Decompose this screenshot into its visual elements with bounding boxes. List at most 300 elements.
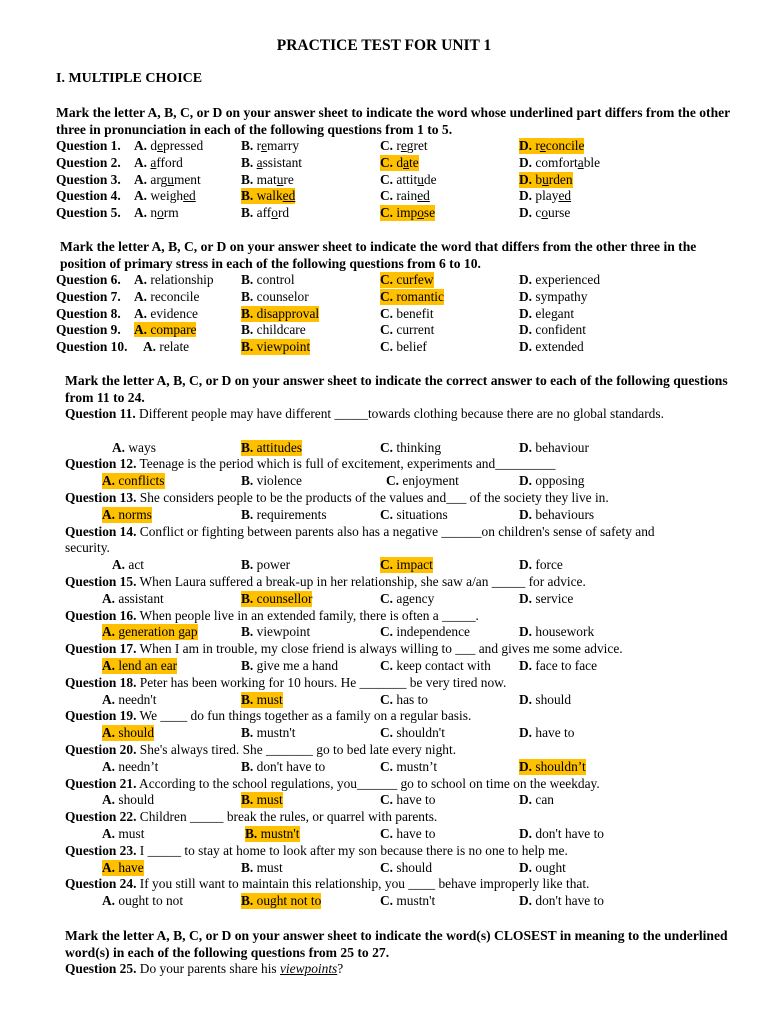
answer-option [519, 339, 584, 355]
answer-option [241, 860, 283, 876]
underlined-part: ed [417, 188, 430, 204]
answer-option [519, 289, 587, 305]
option-text: assistant [115, 590, 164, 606]
answer-option [380, 860, 432, 876]
question-text: I _____ to stay at home to look after my son because there is no one to help me. [136, 842, 568, 858]
option-letter: C. [386, 473, 400, 489]
option-text: ought [532, 859, 566, 875]
option-letter: A. [134, 188, 148, 204]
option-letter: B. [241, 590, 254, 606]
option-text: lend an ear [115, 658, 178, 673]
answer-option [519, 172, 573, 188]
option-text: fford [156, 154, 183, 170]
option-text: evidence [147, 305, 198, 321]
answer-option [241, 792, 283, 808]
option-letter: D. [519, 339, 533, 355]
option-letter: C. [380, 691, 394, 707]
question-text: According to the school regulations, you______ go to school on time on the weekday. [136, 775, 600, 791]
option-text: mustn't [257, 826, 300, 841]
option-letter: A. [134, 272, 148, 287]
option-text: de [423, 171, 437, 187]
answer-option [102, 725, 154, 741]
underlined-part: u [167, 171, 174, 187]
option-letter: B. [241, 658, 254, 673]
question-25 [65, 961, 343, 977]
option-letter: C. [380, 506, 394, 522]
answer-option [380, 339, 427, 355]
option-text: arg [147, 171, 168, 187]
option-letter: D. [519, 691, 533, 707]
option-text: comfort [532, 154, 578, 170]
option-letter: C. [380, 893, 394, 909]
option-text: requirements [253, 506, 327, 522]
question-text: Teenage is the period which is full of excitement, experiments and_________ [136, 456, 556, 472]
section-heading: I. MULTIPLE CHOICE [56, 71, 203, 86]
underlined-part: u [417, 171, 424, 187]
answer-option [241, 205, 289, 221]
answer-option [241, 188, 295, 204]
option-text: extended [532, 339, 584, 355]
answer-option [380, 624, 470, 640]
option-letter: D. [519, 506, 533, 522]
option-text: shouldn’t [532, 758, 586, 774]
option-text: urse [548, 205, 571, 221]
option-letter: C. [380, 305, 394, 321]
answer-option [112, 557, 144, 573]
answer-option [241, 138, 299, 154]
option-letter: B. [241, 792, 254, 808]
question-label: Question 10. [56, 339, 128, 355]
answer-option [102, 591, 164, 607]
answer-option [134, 188, 196, 204]
answer-option [241, 507, 327, 523]
option-letter: C. [380, 590, 394, 606]
option-text: experienced [532, 272, 601, 287]
option-text: enjoyment [399, 473, 459, 489]
question-stem [65, 574, 705, 591]
option-letter: B. [241, 691, 254, 707]
answer-option [134, 289, 199, 305]
underlined-part: a [256, 154, 263, 170]
question-label: Question 4. [56, 188, 121, 204]
option-text: ways [125, 439, 156, 455]
option-letter: B. [241, 439, 254, 455]
option-letter: A. [134, 305, 148, 321]
answer-option [380, 322, 434, 338]
option-letter: B. [241, 339, 254, 355]
answer-option [241, 557, 290, 573]
option-letter: D. [519, 473, 533, 489]
question-stem [65, 608, 705, 625]
answer-option [519, 440, 589, 456]
underlined-part: e [157, 138, 164, 153]
answer-option [134, 306, 198, 322]
option-text: must [253, 691, 283, 707]
option-letter: D. [519, 188, 533, 204]
question-stem [65, 876, 705, 893]
answer-option [241, 339, 310, 355]
answer-option [519, 792, 554, 808]
option-letter: B. [241, 205, 254, 221]
answer-option [380, 440, 441, 456]
option-text: re [283, 171, 294, 187]
underlined-part: e [400, 138, 407, 153]
option-letter: A. [102, 624, 116, 640]
answer-option [241, 725, 296, 741]
option-text: b [532, 171, 543, 187]
answer-option [241, 322, 306, 338]
question-label: Question 25. [65, 961, 137, 976]
option-text: confident [532, 322, 586, 338]
option-letter: A. [143, 339, 157, 355]
question-stem [65, 843, 705, 860]
option-text: give me a hand [253, 658, 339, 673]
option-letter: C. [380, 138, 394, 153]
question-label: Question 22. [65, 809, 137, 825]
option-text: mat [253, 171, 277, 187]
option-letter: B. [241, 506, 254, 522]
answer-option [380, 155, 419, 171]
question-label: Question 21. [65, 775, 137, 791]
question-text: If you still want to maintain this relationship, you ____ behave improperly like that. [136, 876, 590, 892]
option-letter: C. [380, 205, 394, 221]
option-letter: A. [134, 138, 148, 153]
question-label: Question 24. [65, 876, 137, 892]
question-text: Peter has been working for 10 hours. He _______ be very tired now. [136, 674, 507, 690]
option-letter: D. [519, 624, 533, 640]
question-label: Question 1. [56, 138, 121, 153]
instruction-synonym: Mark the letter A, B, C, or D on your answer sheet to indicate the word(s) CLOSEST in meaning to the underlined word(s) in each of the following questions from 25 to 27. [65, 928, 728, 960]
option-text: needn't [115, 691, 157, 707]
option-letter: A. [102, 506, 116, 522]
option-text: viewpoint [253, 624, 311, 640]
option-letter: C. [380, 288, 394, 304]
answer-option [380, 792, 435, 808]
option-text: independence [393, 624, 470, 640]
option-text: viewpoint [253, 339, 311, 355]
underlined-part: e [261, 138, 268, 153]
answer-option [519, 138, 584, 154]
underlined-part: a [403, 154, 410, 170]
question-text: Conflict or fighting between parents also has a negative ______on children's sense of safety and security. [65, 523, 655, 556]
option-text: reconcile [147, 288, 200, 304]
option-text: curfew [393, 272, 434, 287]
option-letter: B. [241, 305, 254, 321]
option-text: should [393, 859, 433, 875]
option-letter: D. [519, 439, 533, 455]
answer-option [102, 860, 144, 876]
question-label: Question 20. [65, 742, 137, 757]
question-stem: Do your parents share his [136, 961, 280, 976]
option-text: se [423, 205, 436, 221]
question-label: Question 9. [56, 322, 121, 338]
option-text: act [125, 557, 144, 573]
option-letter: B. [241, 893, 254, 909]
question-stem [65, 708, 705, 725]
answer-option [102, 826, 144, 842]
answer-option [380, 658, 491, 674]
answer-option [519, 557, 563, 573]
option-text: conflicts [115, 473, 165, 489]
option-letter: D. [519, 826, 533, 841]
option-text: rm [163, 205, 179, 221]
option-letter: C. [380, 439, 394, 455]
answer-option [245, 826, 300, 842]
option-text: imp [393, 205, 418, 221]
option-letter: B. [241, 859, 254, 875]
option-text: control [253, 272, 295, 287]
answer-option [519, 507, 594, 523]
option-text: counsellor [253, 590, 313, 606]
answer-option [241, 473, 302, 489]
option-letter: B. [245, 826, 258, 841]
answer-option [519, 591, 573, 607]
option-text: romantic [393, 288, 444, 304]
option-text: behaviour [532, 439, 589, 455]
option-text: sympathy [532, 288, 588, 304]
underlined-part: o [541, 205, 549, 221]
underlined-part: o [157, 205, 164, 221]
option-text: relationship [147, 272, 214, 287]
option-letter: C. [380, 154, 394, 170]
answer-option [241, 272, 295, 288]
answer-option [380, 725, 445, 741]
option-text: have to [393, 792, 436, 808]
option-text: r [393, 138, 401, 153]
question-stem [65, 456, 705, 473]
option-text: rd [277, 205, 290, 221]
option-text: should [115, 792, 155, 808]
question-stem [65, 809, 705, 826]
option-text: gret [406, 138, 428, 153]
question-stem [65, 406, 705, 423]
answer-option [134, 322, 196, 338]
answer-option [380, 272, 434, 288]
answer-option [102, 893, 183, 909]
option-letter: A. [102, 792, 116, 808]
option-letter: D. [519, 758, 533, 774]
option-text: mustn't [253, 725, 296, 741]
option-text: belief [393, 339, 427, 355]
option-letter: C. [380, 792, 394, 808]
option-text: concile [545, 138, 585, 153]
answer-option [380, 205, 435, 221]
option-text: thinking [393, 439, 442, 455]
option-text: face to face [532, 658, 598, 673]
option-letter: C. [380, 171, 394, 187]
question-label: Question 12. [65, 456, 137, 472]
option-letter: A. [102, 893, 116, 909]
question-label: Question 3. [56, 171, 121, 187]
option-text: current [393, 322, 435, 338]
option-text: ble [583, 154, 601, 170]
question-text: When people live in an extended family, there is often a _____. [136, 607, 479, 623]
answer-option [519, 624, 594, 640]
answer-option [134, 272, 214, 288]
question-stem [65, 524, 685, 558]
answer-option [519, 155, 600, 171]
option-text: ment [173, 171, 201, 187]
option-text: norms [115, 506, 152, 522]
option-letter: D. [519, 171, 533, 187]
option-text: must [253, 859, 283, 875]
option-letter: C. [380, 322, 394, 338]
option-text: force [532, 557, 563, 573]
option-text: d [147, 138, 158, 153]
answer-option [380, 893, 435, 909]
option-letter: C. [380, 188, 394, 204]
answer-option [102, 473, 165, 489]
option-letter: D. [519, 138, 533, 153]
underlined-part: ed [282, 188, 296, 204]
question-stem [65, 776, 705, 793]
underlined-part: u [542, 171, 549, 187]
option-letter: D. [519, 590, 533, 606]
answer-option [380, 306, 434, 322]
option-text: impact [393, 557, 433, 573]
option-letter: A. [134, 171, 148, 187]
instruction-stress: Mark the letter A, B, C, or D on your answer sheet to indicate the word that differs from the other three in the position of primary stress in each of the following questions from 6 to 10. [60, 239, 697, 271]
answer-option [134, 155, 183, 171]
question-stem-end: ? [337, 961, 344, 976]
option-letter: B. [241, 557, 254, 573]
option-text: r [532, 138, 540, 153]
option-letter: A. [134, 154, 148, 170]
option-text: disapproval [253, 305, 320, 321]
underlined-part: o [271, 205, 278, 221]
answer-option [519, 725, 574, 741]
option-text: don't have to [532, 893, 604, 909]
instruction-pronunciation: Mark the letter A, B, C, or D on your answer sheet to indicate the word whose underlined part differs from the other three in pronunciation in each of the following questions from 1 to 5. [56, 105, 730, 137]
option-text: behaviours [532, 506, 595, 522]
option-text: have to [532, 725, 575, 741]
answer-option [134, 172, 201, 188]
answer-option [241, 172, 294, 188]
question-label: Question 2. [56, 154, 121, 170]
answer-option [112, 440, 156, 456]
answer-option [386, 473, 459, 489]
option-letter: B. [241, 171, 254, 187]
option-text: agency [393, 590, 435, 606]
answer-option [380, 138, 428, 154]
question-stem [65, 490, 705, 507]
answer-option [241, 440, 302, 456]
answer-option [380, 289, 444, 305]
answer-option [519, 826, 604, 842]
answer-option [241, 624, 310, 640]
question-text: When I am in trouble, my close friend is always willing to ___ and gives me some advice. [136, 641, 623, 657]
option-text: marry [267, 138, 300, 153]
answer-option [519, 473, 584, 489]
option-letter: A. [102, 859, 116, 875]
option-text: childcare [253, 322, 306, 338]
underlined-part: u [276, 171, 284, 187]
option-letter: D. [519, 272, 533, 287]
question-label: Question 15. [65, 574, 137, 589]
question-label: Question 13. [65, 490, 137, 505]
answer-option [102, 624, 198, 640]
option-text: elegant [532, 305, 575, 321]
option-letter: D. [519, 154, 533, 170]
answer-option [519, 188, 571, 204]
option-text: attit [393, 171, 418, 187]
option-letter: B. [241, 272, 254, 287]
option-letter: C. [380, 624, 394, 640]
option-letter: A. [102, 473, 116, 489]
question-label: Question 11. [65, 406, 136, 421]
answer-option [241, 306, 319, 322]
option-text: must [253, 792, 283, 808]
option-text: ought not to [253, 893, 322, 909]
option-text: shouldn't [393, 725, 445, 741]
option-letter: C. [380, 725, 394, 741]
option-letter: C. [380, 859, 394, 875]
answer-option [102, 507, 152, 523]
option-letter: D. [519, 859, 533, 875]
answer-option [380, 188, 430, 204]
option-letter: A. [102, 826, 116, 841]
instruction-grammar: Mark the letter A, B, C, or D on your answer sheet to indicate the correct answer to each of the following questions from 11 to 24. [65, 373, 728, 405]
option-text: rain [393, 188, 418, 204]
question-label: Question 14. [65, 523, 137, 539]
question-label: Question 5. [56, 205, 121, 221]
question-text: Different people may have different _____towards clothing because there are no global standards. [135, 406, 664, 421]
question-stem [65, 641, 705, 658]
option-text: don't have to [532, 826, 604, 841]
option-letter: C. [380, 758, 394, 774]
option-letter: D. [519, 322, 533, 338]
option-text: mustn’t [393, 758, 438, 774]
option-letter: A. [102, 725, 116, 741]
option-text: power [253, 557, 291, 573]
option-text: housework [532, 624, 595, 640]
option-letter: B. [241, 322, 254, 338]
option-letter: D. [519, 288, 533, 304]
question-label: Question 16. [65, 607, 137, 623]
option-letter: C. [380, 826, 394, 841]
answer-option [380, 759, 437, 775]
option-text: has to [393, 691, 428, 707]
question-label: Question 6. [56, 272, 121, 287]
option-letter: D. [519, 792, 533, 808]
answer-option [519, 205, 570, 221]
question-label: Question 17. [65, 641, 137, 657]
underlined-part: e [539, 138, 546, 153]
question-label: Question 19. [65, 708, 137, 724]
option-text: rden [548, 171, 573, 187]
option-letter: A. [102, 590, 116, 606]
option-text: te [409, 154, 419, 170]
underlined-part: ed [558, 188, 572, 204]
option-text: play [532, 188, 559, 204]
option-text: relate [156, 339, 190, 355]
option-text: benefit [393, 305, 434, 321]
answer-option [519, 322, 586, 338]
answer-option [519, 759, 586, 775]
option-letter: D. [519, 205, 533, 221]
answer-option [519, 893, 604, 909]
option-letter: B. [241, 473, 254, 489]
question-label: Question 7. [56, 288, 121, 304]
option-letter: C. [380, 339, 394, 355]
answer-option [102, 658, 177, 674]
option-text: keep contact with [393, 658, 491, 673]
answer-option [519, 692, 571, 708]
answer-option [380, 692, 428, 708]
underlined-part: o [417, 205, 424, 221]
option-letter: B. [241, 138, 254, 153]
option-text: should [532, 691, 572, 707]
